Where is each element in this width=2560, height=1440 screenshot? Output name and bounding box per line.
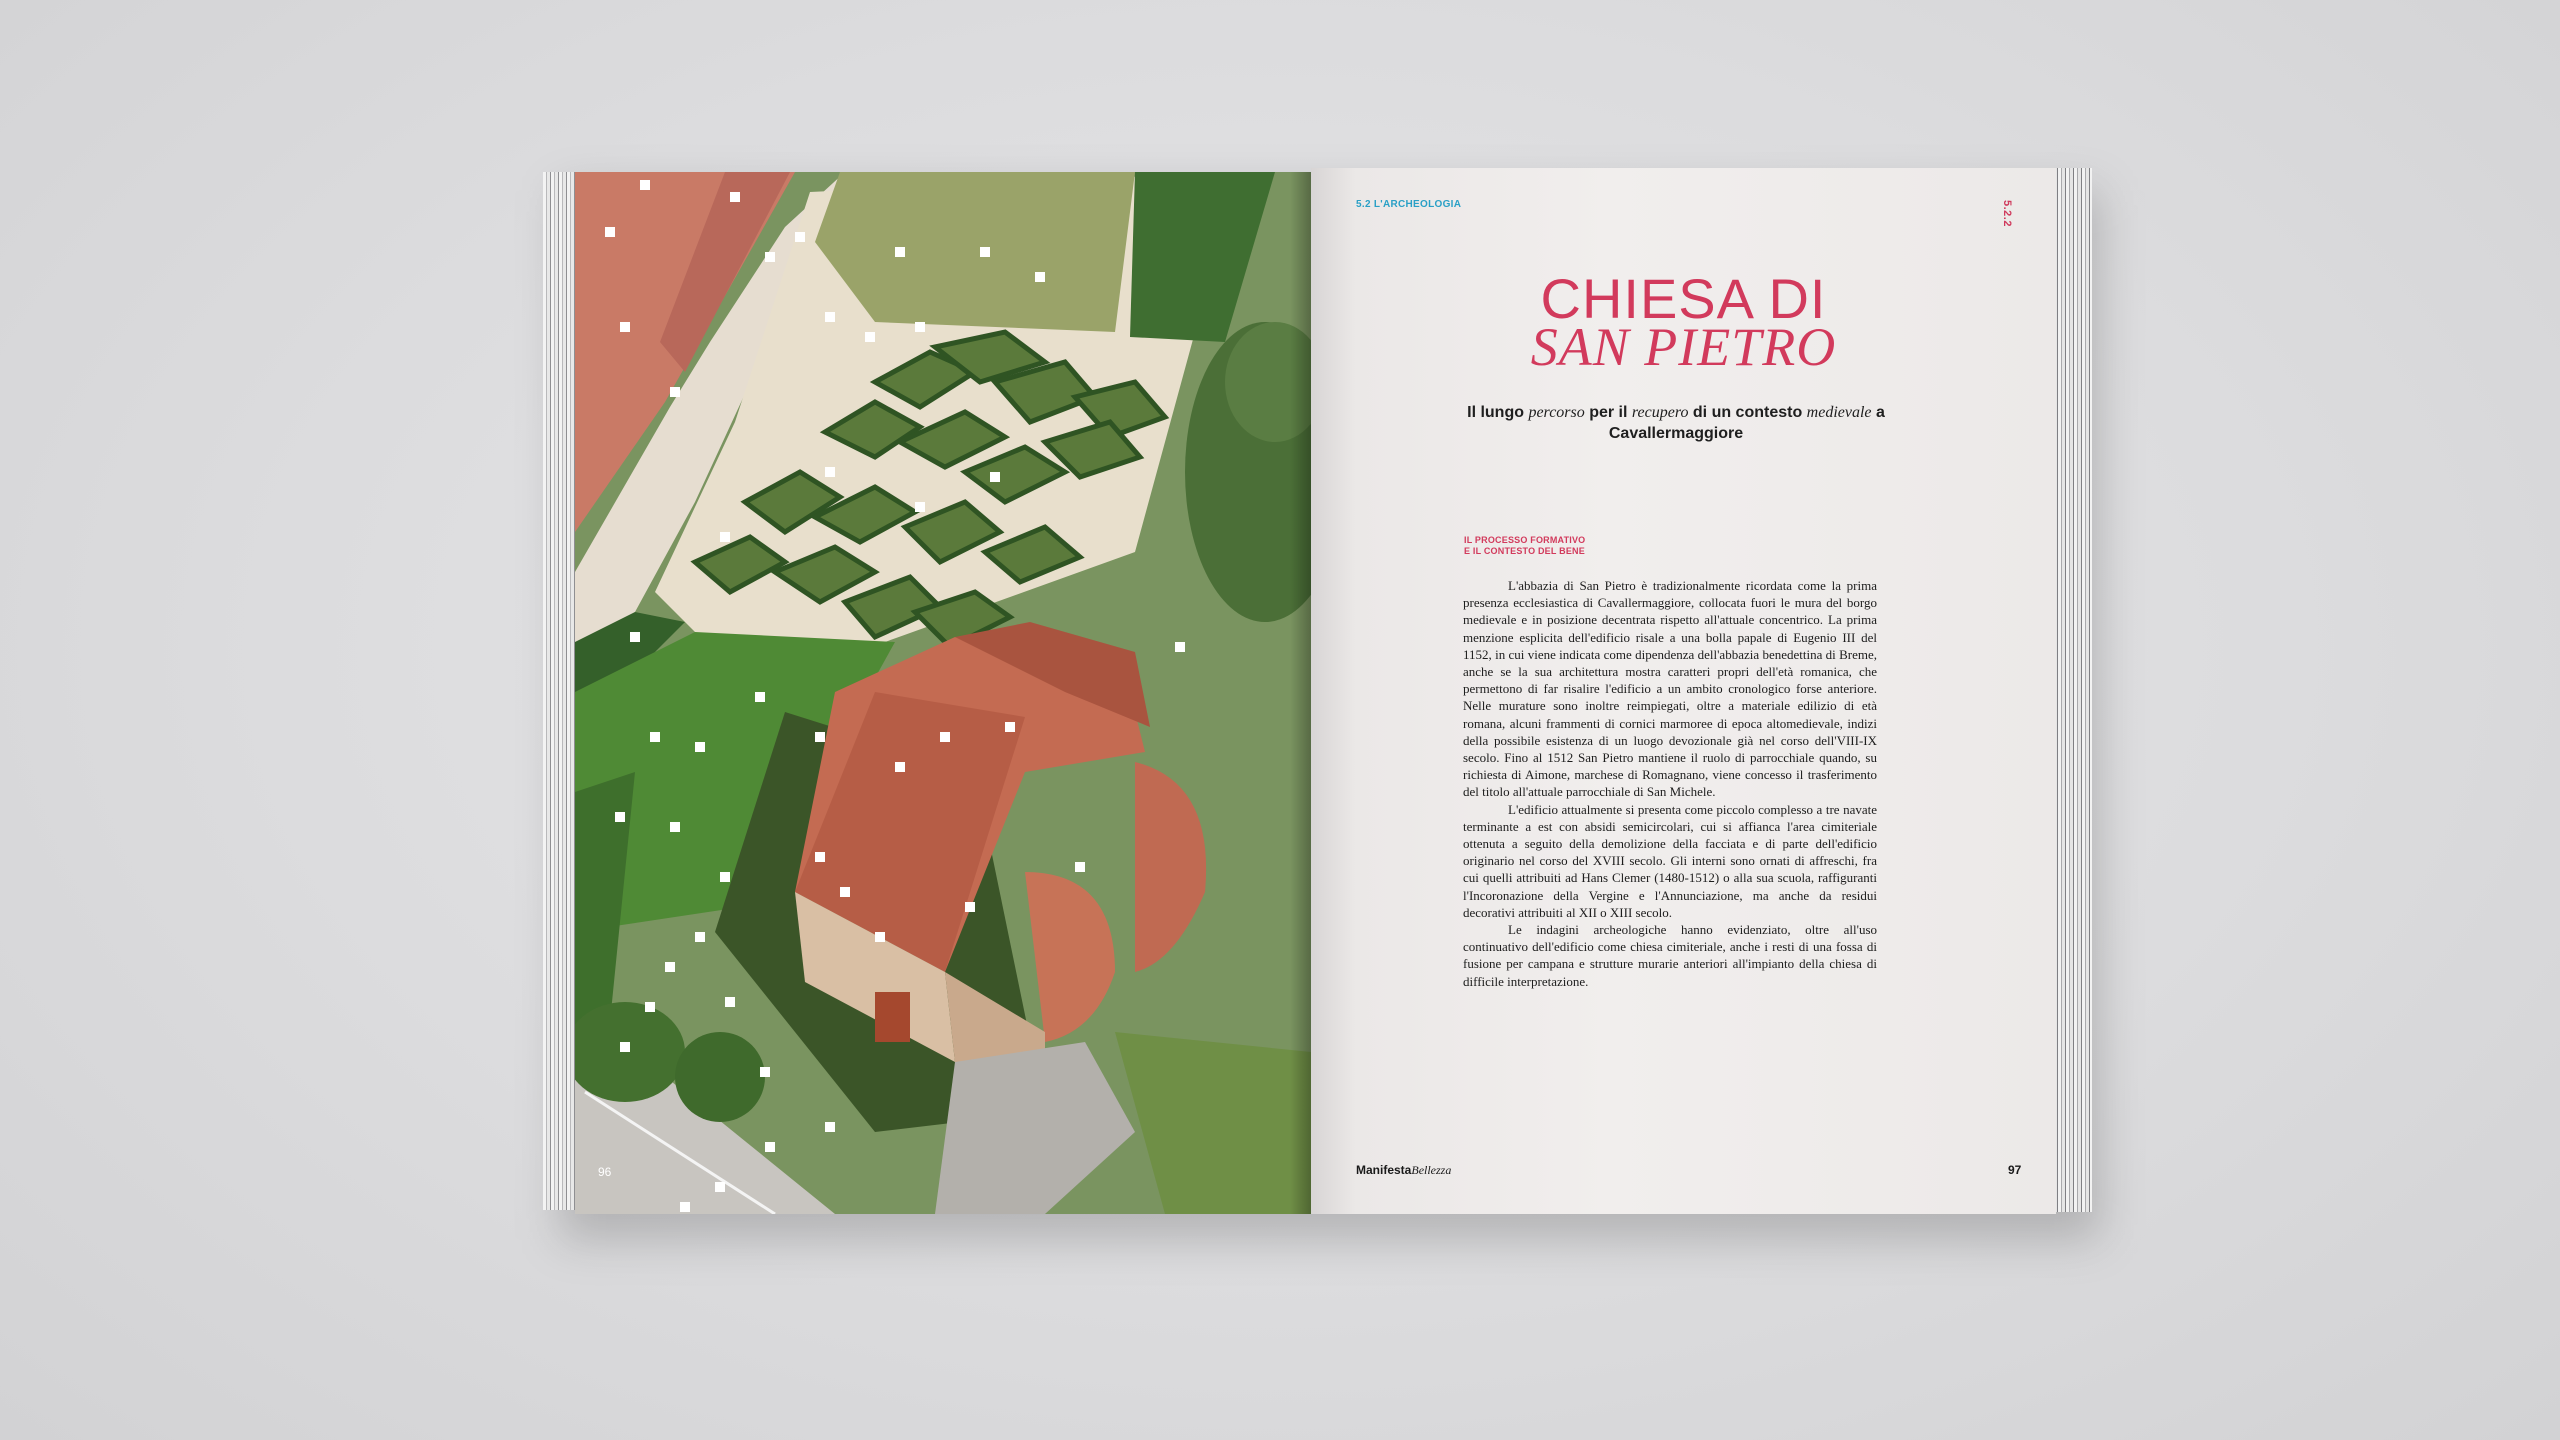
aerial-photo (575, 172, 1311, 1214)
right-page (1311, 168, 2056, 1214)
subtitle-part-4: a Cavallermaggiore (1608, 404, 1885, 442)
title-line-2: SAN PIETRO (1530, 317, 1837, 377)
small-heading-line-1: IL PROCESSO FORMATIVO (1464, 535, 1586, 545)
left-page-edges (543, 172, 577, 1210)
footer-brand-main: Manifesta (1356, 1163, 1412, 1177)
body-text (1463, 577, 1877, 990)
footer-brand (1356, 1163, 1451, 1178)
subtitle (1456, 402, 1896, 444)
subtitle-part-1: Il lungo (1467, 404, 1529, 421)
page-number-left: 96 (598, 1165, 612, 1179)
side-section-code: 5.2.2 (2001, 200, 2013, 227)
footer-brand-italic: Bellezza (1411, 1163, 1452, 1177)
body-paragraph-3: Le indagini archeologiche hanno evidenziato, oltre all'uso continuativo dell'edificio come chiesa cimiteriale, anche i resti di una fossa di fusione per campana e strutture murarie anteriori all'impianto della chiesa di difficile interpretazione. (1463, 922, 1877, 989)
small-heading-line-2: E IL CONTESTO DEL BENE (1464, 546, 1585, 556)
subtitle-italic-2: recupero (1631, 404, 1689, 421)
section-tag: 5.2 L'ARCHEOLOGIA (1356, 199, 1462, 210)
small-heading (1464, 535, 1585, 557)
subtitle-part-3: di un contesto (1688, 404, 1807, 421)
left-page-photo (575, 172, 1311, 1214)
body-paragraph-2: L'edificio attualmente si presenta come piccolo complesso a tre navate terminante a est con absidi semicircolari, cui si affianca l'area cimiteriale ottenuta a seguito della demolizione della facciata e di parte dell'edificio originario nel corso del XVIII secolo. Gli interni sono ornati di affreschi, fra cui quelli attribuiti ad Hans Clemer (1480-1512) o alla sua scuola, raffiguranti l'Incoronazione della Vergine e l'Annunciazione, ma anche da residui decorativi attribuiti al XII o XIII secolo. (1463, 801, 1877, 920)
subtitle-part-2: per il (1584, 404, 1632, 421)
title-line-1: CHIESA DI (1540, 267, 1827, 330)
subtitle-italic-1: percorso (1528, 404, 1585, 421)
subtitle-italic-3: medievale (1806, 404, 1872, 421)
page-number-right: 97 (2008, 1163, 2022, 1177)
right-page-edges (2050, 168, 2092, 1212)
body-paragraph-1: L'abbazia di San Pietro è tradizionalmente ricordata come la prima presenza ecclesiastica di Cavallermaggiore, collocata fuori le mura del borgo medievale e in posizione decentrata rispetto all'attuale concentrico. La prima menzione esplicita dell'edificio risale a una bolla papale di Eugenio III del 1152, in cui viene indicata come dipendenza dell'abbazia benedettina di Breme, anche se la sua architettura mostra caratteri propri dell'età romanica, che permettono di far risalire l'edificio a un ambito cronologico forse anteriore. Nelle murature sono inoltre reimpiegati, oltre a materiale edilizio di età romana, alcuni frammenti di cornici marmoree di epoca altomedievale, indizi della possibile esistenza di un luogo devozionale già nel corso dell'VIII-IX secolo. Fino al 1512 San Pietro mantiene il ruolo di parrocchiale quando, su richiesta di Aimone, marchese di Romagnano, viene concesso il trasferimento del titolo all'attuale parrocchiale di San Michele. (1463, 578, 1877, 800)
